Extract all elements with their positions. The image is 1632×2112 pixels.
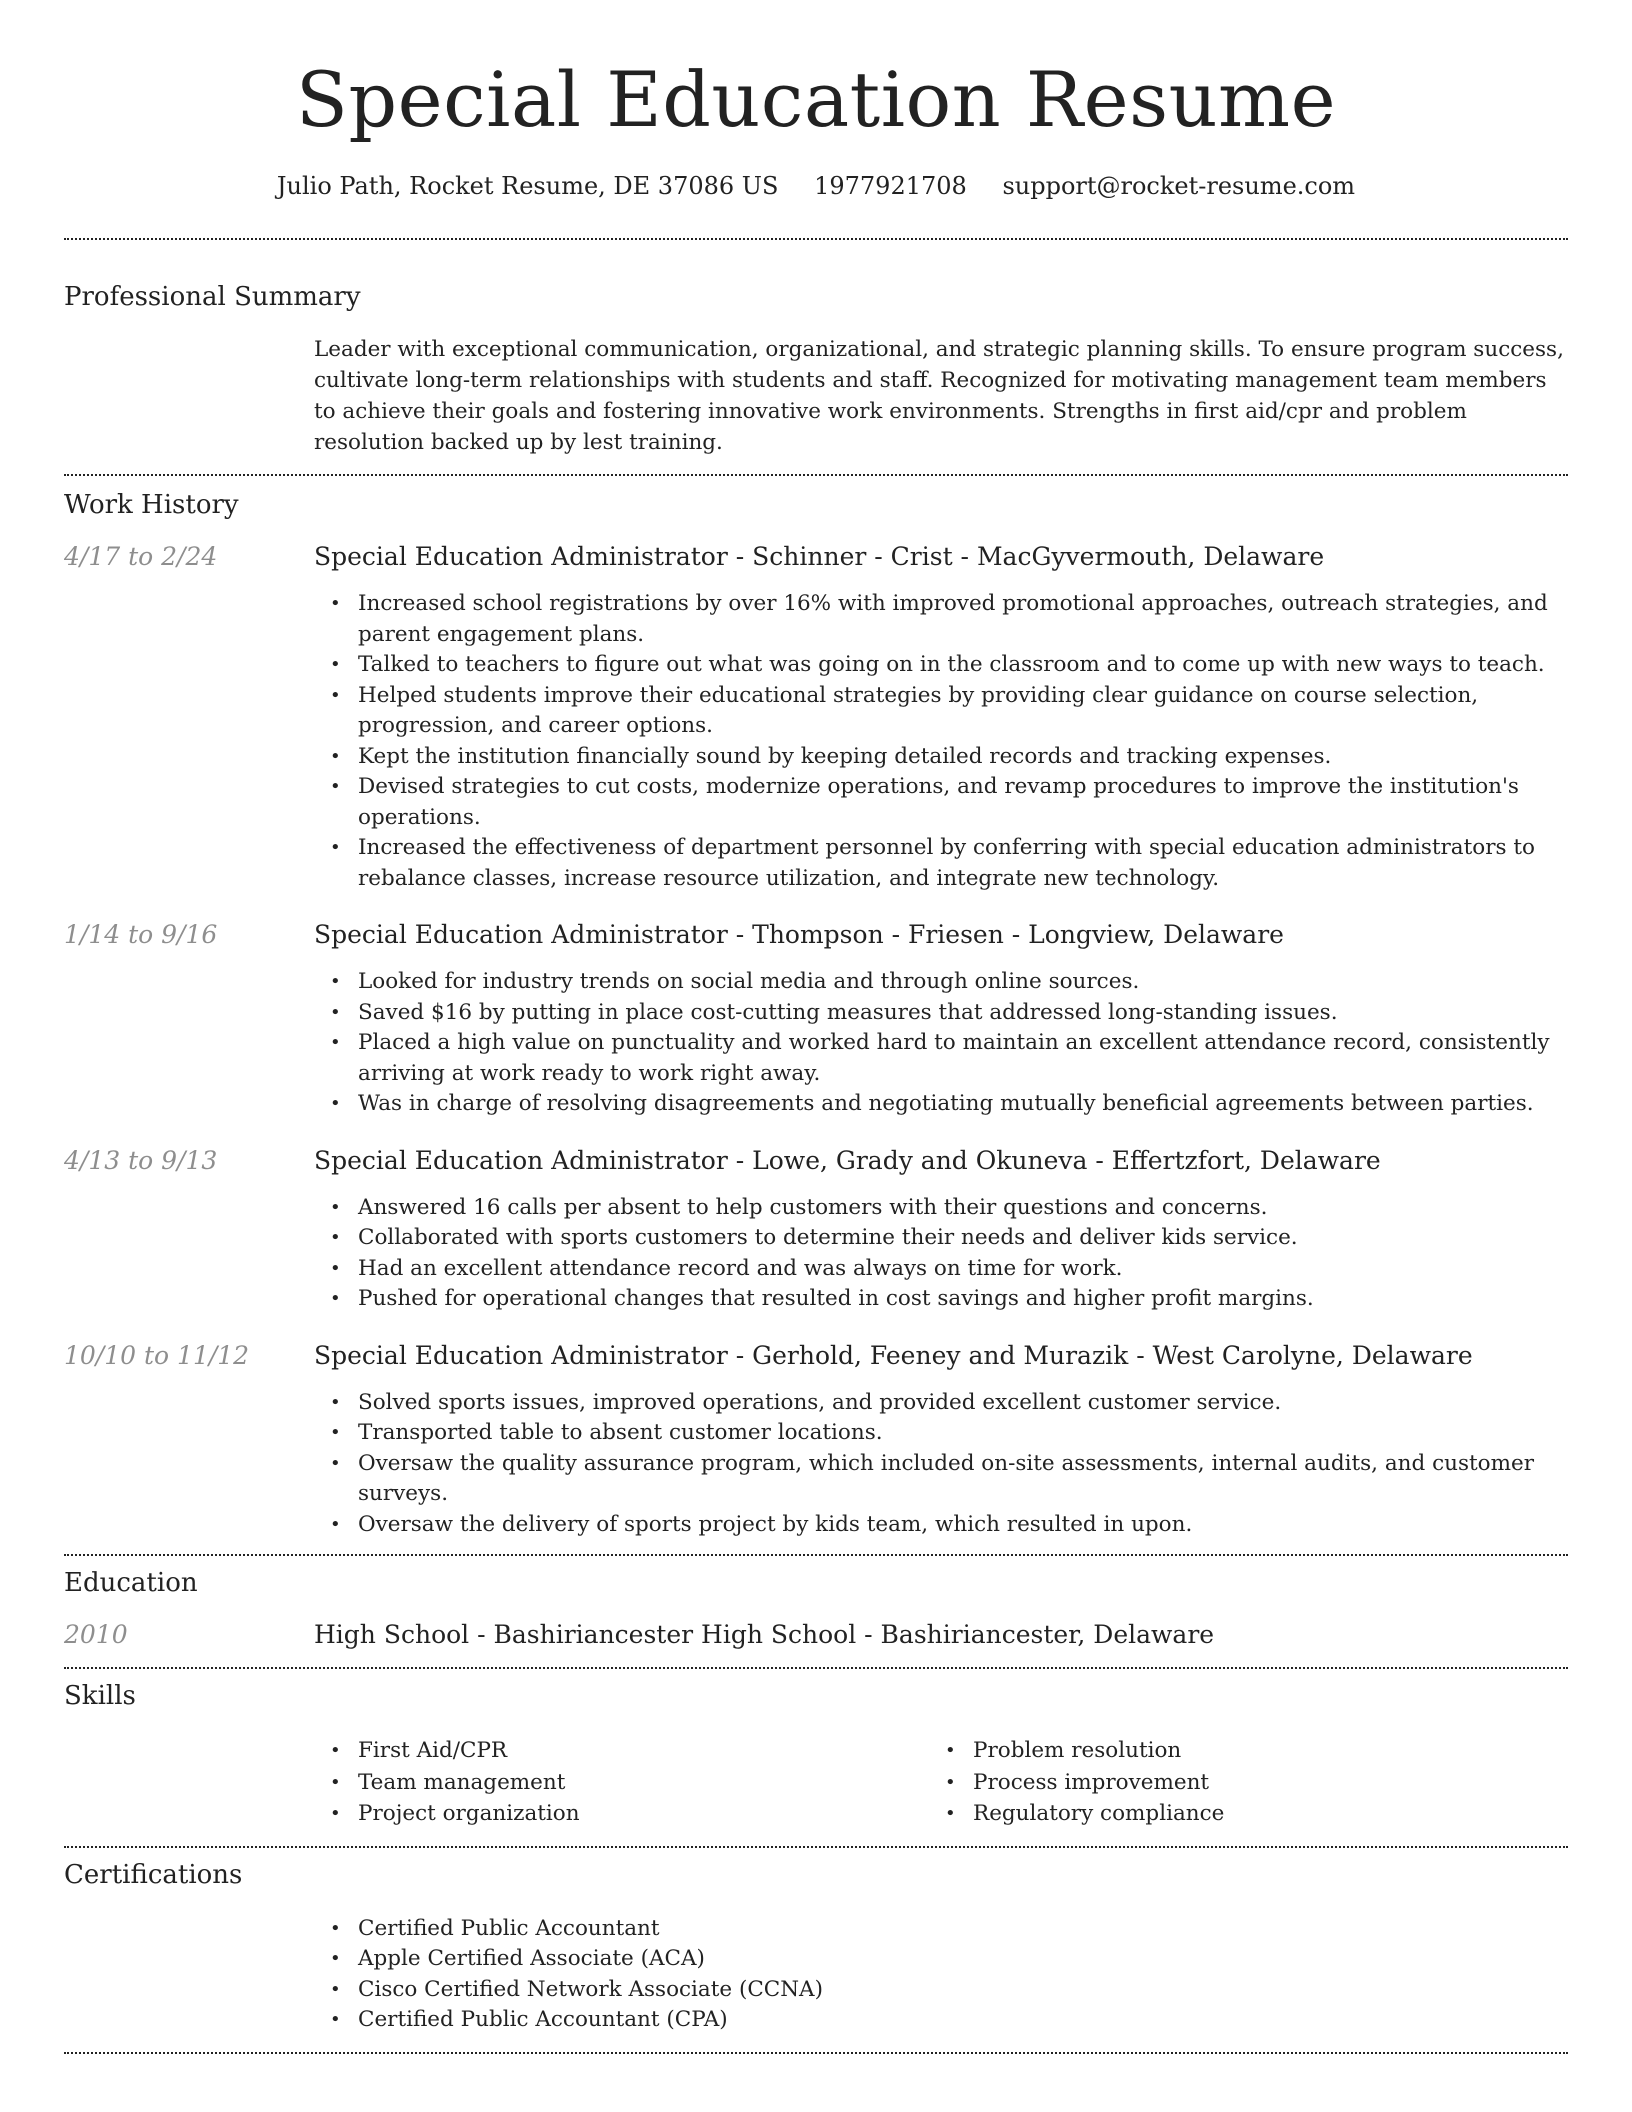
contact-email: support@rocket-resume.com [1002, 172, 1356, 200]
job-bullet: • Devised strategies to cut costs, modernize operations, and revamp procedures to improve the institution's operations. [314, 772, 1568, 833]
job-dates: 10/10 to 11/12 [64, 1340, 250, 1370]
divider [64, 238, 1568, 240]
skill-item: • Process improvement [929, 1767, 1544, 1799]
job-bullet: • Transported table to absent customer locations. [314, 1418, 1568, 1449]
job-title: Special Education Administrator - Thompson - Friesen - Longview, Delaware [314, 920, 1284, 949]
job-bullet: • Oversaw the delivery of sports project by kids team, which resulted in upon. [314, 1510, 1568, 1541]
job-title: Special Education Administrator - Lowe, Grady and Okuneva - Effertzfort, Delaware [314, 1145, 1381, 1175]
job-bullet: • Oversaw the quality assurance program, which included on-site assessments, internal audits, and customer surveys. [314, 1449, 1568, 1510]
certification-item: • Apple Certified Associate (ACA) [314, 1944, 1568, 1975]
section-heading-education: Education [64, 1568, 198, 1598]
education-detail: High School - Bashiriancester High School - Bashiriancester, Delaware [314, 1620, 1215, 1649]
job-bullets [314, 589, 1568, 894]
job-bullet: • Talked to teachers to figure out what was going on in the classroom and to come up with new ways to teach. [314, 650, 1568, 681]
job-bullet: • Looked for industry trends on social media and through online sources. [314, 967, 1568, 998]
contact-line [64, 172, 1568, 200]
job-bullets [314, 967, 1568, 1120]
job-bullet: • Was in charge of resolving disagreements and negotiating mutually beneficial agreements between parties. [314, 1089, 1568, 1120]
job-title: Special Education Administrator - Gerhold, Feeney and Murazik - West Carolyne, Delaware [314, 1340, 1473, 1370]
summary-text: Leader with exceptional communication, organizational, and strategic planning skills. To ensure program success, cultivate long-term relationships with students and staff. Recognized for motivating management team members to achieve their goals and fostering innovative work environments. Strengths in first aid/cpr and problem resolution backed up by lest training. [314, 337, 1564, 455]
job-bullets [314, 1193, 1568, 1315]
divider [64, 1846, 1568, 1848]
job-header [64, 920, 1568, 949]
divider [64, 1667, 1568, 1669]
section-heading-skills: Skills [64, 1681, 136, 1711]
job-entry [64, 542, 1568, 894]
certification-item: • Certified Public Accountant (CPA) [314, 2005, 1568, 2036]
job-dates: 4/13 to 9/13 [64, 1145, 218, 1175]
resume-page [64, 0, 1568, 2054]
skill-item: • Regulatory compliance [929, 1798, 1544, 1830]
job-bullet: • Placed a high value on punctuality and worked hard to maintain an excellent attendance record, consistently arriving at work ready to work right away. [314, 1028, 1568, 1089]
divider [64, 1554, 1568, 1556]
job-bullet: • Kept the institution financially sound by keeping detailed records and tracking expenses. [314, 742, 1568, 773]
skills-list [314, 1735, 1568, 1830]
job-bullet: • Increased the effectiveness of department personnel by conferring with special education administrators to rebalance classes, increase resource utilization, and integrate new technology. [314, 833, 1568, 894]
section-heading-work: Work History [64, 490, 239, 520]
contact-phone: 1977921708 [814, 172, 967, 200]
job-entry [64, 920, 1568, 1120]
skill-item: • Team management [314, 1767, 929, 1799]
job-bullet: • Pushed for operational changes that resulted in cost savings and higher profit margins. [314, 1284, 1568, 1315]
section-heading-certifications: Certifications [64, 1859, 243, 1890]
job-header [64, 542, 1568, 571]
section-heading-summary: Professional Summary [64, 282, 361, 312]
job-bullet: • Solved sports issues, improved operations, and provided excellent customer service. [314, 1388, 1568, 1419]
certification-item: • Certified Public Accountant [314, 1914, 1568, 1945]
divider [64, 2052, 1568, 2054]
skills-column-left [314, 1735, 929, 1830]
job-bullet: • Saved $16 by putting in place cost-cutting measures that addressed long-standing issues. [314, 998, 1568, 1029]
certifications-list [314, 1914, 1568, 2036]
job-title: Special Education Administrator - Schinner - Crist - MacGyvermouth, Delaware [314, 542, 1325, 571]
job-entry [64, 1341, 1568, 1541]
job-bullet: • Answered 16 calls per absent to help customers with their questions and concerns. [314, 1193, 1568, 1224]
job-dates: 4/17 to 2/24 [64, 542, 218, 571]
contact-address: Julio Path, Rocket Resume, DE 37086 US [276, 172, 779, 200]
job-header [64, 1146, 1568, 1175]
education-entry [64, 1620, 1568, 1649]
job-dates: 1/14 to 9/16 [64, 920, 218, 949]
job-bullets [314, 1388, 1568, 1541]
skill-item: • First Aid/CPR [314, 1735, 929, 1767]
skills-column-right [929, 1735, 1544, 1830]
skill-item: • Project organization [314, 1798, 929, 1830]
job-bullet: • Collaborated with sports customers to determine their needs and deliver kids service. [314, 1223, 1568, 1254]
job-bullet: • Helped students improve their educational strategies by providing clear guidance on course selection, progression, and career options. [314, 681, 1568, 742]
job-entry [64, 1146, 1568, 1315]
job-bullet: • Had an excellent attendance record and was always on time for work. [314, 1254, 1568, 1285]
job-header [64, 1341, 1568, 1370]
skill-item: • Problem resolution [929, 1735, 1544, 1767]
resume-title: Special Education Resume [295, 55, 1337, 144]
divider [64, 474, 1568, 476]
job-bullet: • Increased school registrations by over 16% with improved promotional approaches, outreach strategies, and parent engagement plans. [314, 589, 1568, 650]
education-year: 2010 [64, 1620, 128, 1649]
certification-item: • Cisco Certified Network Associate (CCNA) [314, 1975, 1568, 2006]
